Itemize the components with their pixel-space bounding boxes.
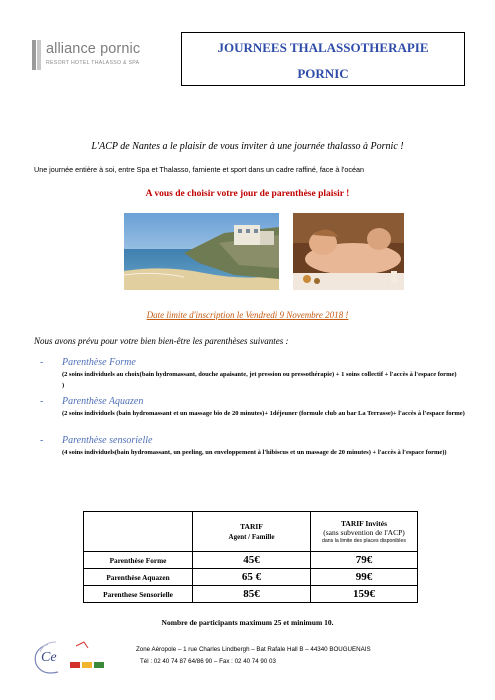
- row-label: Parenthèse Aquazen: [84, 569, 193, 586]
- table-header-agent: [193, 512, 311, 552]
- table-header-agent-sub: Agent / Famille: [228, 532, 275, 541]
- table-row: [84, 586, 418, 603]
- logo-name: alliance pornic: [46, 41, 141, 57]
- footer-phone: Tél : 02 40 74 87 64/86 90 – Fax : 02 40 74 90 03: [140, 658, 276, 665]
- massage-photo: [293, 213, 404, 290]
- option-1-dash: -: [40, 357, 44, 368]
- table-row: [84, 552, 418, 569]
- row-agent-price: 65 €: [193, 569, 311, 586]
- title-box: [181, 32, 465, 86]
- logo-subtitle: RESORT HOTEL THALASSO & SPA: [46, 60, 140, 66]
- footer-address: Zone Aéropole – 1 rue Charles Lindbergh – Bat Rafale Hall B – 44340 BOUGUENAIS: [136, 646, 371, 653]
- plan-text: Nous avons prévu pour votre bien bien-être les parenthèses suivantes :: [34, 336, 289, 346]
- table-header-row: [84, 512, 418, 552]
- logo-mark-icon: [32, 40, 41, 70]
- ce-logo-text: Ce: [41, 650, 57, 665]
- deadline-text: Date limite d'inscription le Vendredi 9 Novembre 2018 !: [146, 310, 349, 320]
- row-guest-price: 159€: [311, 586, 418, 603]
- table-header-guest-title: TARIF Invités: [340, 518, 388, 528]
- row-guest-price: 99€: [311, 569, 418, 586]
- row-agent-price: 85€: [193, 586, 311, 603]
- ce-logo: [28, 640, 138, 678]
- price-table: [83, 511, 418, 603]
- participants-text: Nombre de participants maximum 25 et minimum 10.: [161, 618, 334, 627]
- subline-text: Une journée entière à soi, entre Spa et Thalasso, farniente et sport dans un cadre raffiné, face à l'océan: [34, 165, 364, 174]
- alliance-pornic-logo: [32, 40, 172, 70]
- row-agent-price: 45€: [193, 552, 311, 569]
- intro-text: L'ACP de Nantes a le plaisir de vous inviter à une journée thalasso à Pornic !: [91, 141, 404, 152]
- option-1-description: (2 soins individuels au choix(bain hydromassant, douche apaisante, jet pression ou pressothérapie) + 1 soins collectif + l'accès à l'espace forme) ): [62, 371, 457, 389]
- option-3-dash: -: [40, 435, 44, 446]
- row-guest-price: 79€: [311, 552, 418, 569]
- option-2-description: (2 soins individuels (bain hydromassant et un massage bio de 20 minutes)+ 1déjeuner (formule club au bar La Terrasse)+ l'accès à l'espace forme): [62, 410, 465, 417]
- row-label: Parenthèse Forme: [84, 552, 193, 569]
- option-1-title: Parenthèse Forme: [62, 357, 136, 368]
- table-header-empty: [84, 512, 193, 552]
- table-header-guest: [311, 512, 418, 552]
- choose-day-text: A vous de choisir votre jour de parenthèse plaisir !: [145, 189, 350, 199]
- table-row: [84, 569, 418, 586]
- table-header-guest-note: dans la limite des places disponibles: [322, 537, 406, 544]
- option-2-title: Parenthèse Aquazen: [62, 396, 144, 407]
- title-line-2: PORNIC: [297, 66, 349, 81]
- beach-photo: [124, 213, 279, 290]
- row-label: Parenthese Sensorielle: [84, 586, 193, 603]
- table-header-agent-title: TARIF: [240, 521, 263, 531]
- title-line-1: JOURNEES THALASSOTHERAPIE: [217, 40, 429, 55]
- table-header-guest-sub: (sans subvention de l'ACP): [323, 527, 405, 537]
- option-3-title: Parenthèse sensorielle: [62, 435, 153, 446]
- option-3-description: (4 soins individuels(bain hydromassant, un peeling, un enveloppement à l'hibiscus et un massage de 20 minutes) + l'accès à l'espace forme)): [62, 449, 447, 456]
- option-2-dash: -: [40, 396, 44, 407]
